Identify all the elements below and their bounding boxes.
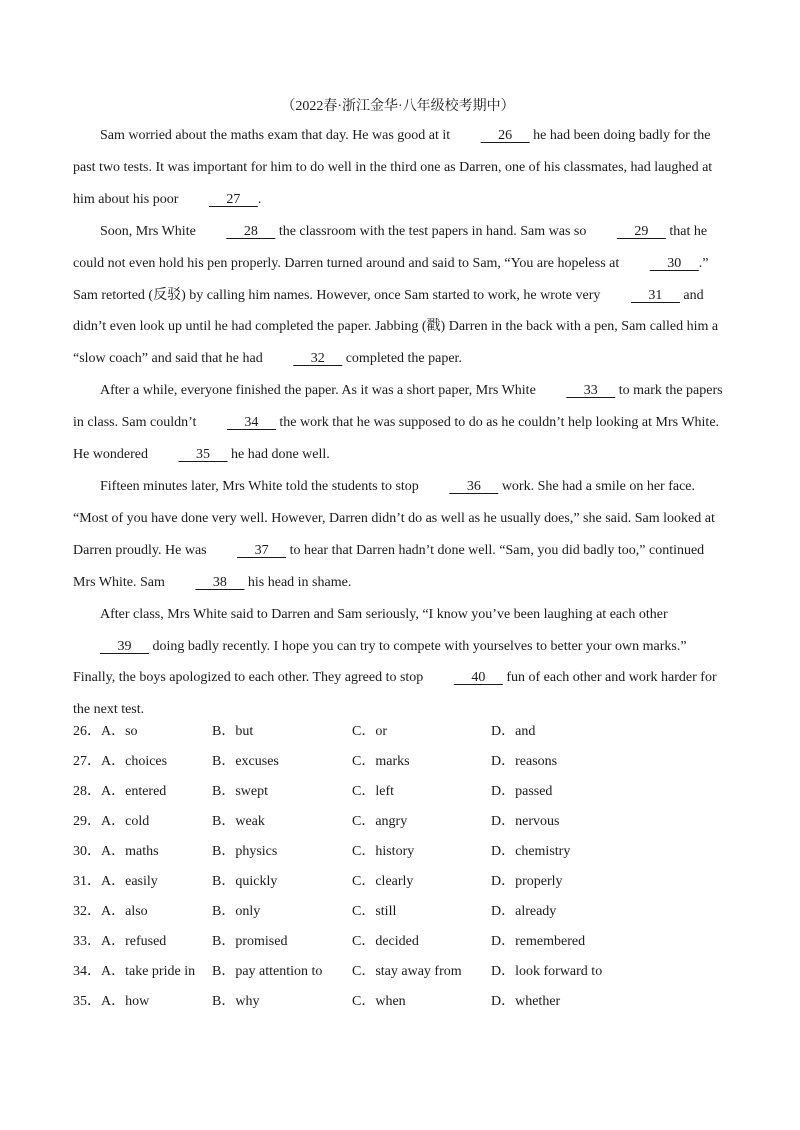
question-row — [73, 837, 723, 867]
option-a: 35．A．how — [73, 994, 150, 1009]
passage-text: . — [257, 191, 262, 207]
option-c: C．marks — [352, 754, 410, 769]
question-row — [73, 867, 723, 897]
option-d: D．reasons — [491, 754, 558, 769]
option-c: C．clearly — [352, 874, 414, 889]
option-d: D．chemistry — [491, 844, 571, 859]
blank-39: 39 — [100, 638, 149, 654]
passage-text: the classroom with the test papers in hand. Sam was so — [275, 223, 590, 239]
blank-36: 36 — [449, 478, 499, 494]
passage-paragraph — [73, 599, 723, 727]
option-a: 27．A．choices — [73, 754, 168, 769]
blank-31: 31 — [630, 287, 680, 303]
passage-text: After class, Mrs White said to Darren and Sam seriously, “I know you’ve been laughing at each other — [100, 606, 668, 622]
option-a: 28．A．entered — [73, 784, 167, 799]
option-a: 26．A．so — [73, 724, 138, 739]
blank-37: 37 — [237, 542, 287, 558]
option-a: 34．A．take pride in — [73, 964, 196, 979]
passage-text: to hear that Darren hadn’t done well. “Sam, you did badly too,” continued Mrs White. Sam — [73, 542, 705, 590]
question-row — [73, 747, 723, 777]
passage-text: that he could not even hold his pen properly. Darren turned around and said to Sam, “You are hopeless at — [73, 223, 708, 271]
blank-29: 29 — [616, 223, 666, 239]
question-row — [73, 957, 723, 987]
passage-text: to mark the papers in class. Sam couldn’t — [73, 383, 723, 431]
blank-26: 26 — [480, 128, 530, 143]
option-a: 30．A．maths — [73, 844, 159, 859]
option-b: B．swept — [212, 784, 268, 799]
passage-text: and didn’t even look up until he had completed the paper. Jabbing (戳) Darren in the back with a pen, Sam called him a “slow coach” and said that he had — [73, 287, 719, 367]
passage-text: he had done well. — [227, 447, 330, 463]
option-d: D．nervous — [491, 814, 560, 829]
option-c: C．still — [352, 904, 397, 919]
passage-text: .” Sam retorted (反驳) by calling him names. However, once Sam started to work, he wrote very — [73, 255, 709, 303]
option-d: D．whether — [491, 994, 561, 1009]
blank-33: 33 — [566, 383, 616, 399]
option-d: D．already — [491, 904, 557, 919]
option-b: B．why — [212, 994, 260, 1009]
option-b: B．but — [212, 724, 254, 739]
question-row — [73, 927, 723, 957]
passage-paragraph — [73, 375, 723, 471]
passage-text: Sam worried about the maths exam that day. He was good at it — [100, 128, 454, 143]
passage-text: Soon, Mrs White — [100, 223, 200, 239]
option-b: B．physics — [212, 844, 278, 859]
passage-text: doing badly recently. I hope you can try to compete with yourselves to better your own marks.” Finally, the boys apologized to each other. They agreed to stop — [73, 638, 687, 686]
question-row — [73, 807, 723, 837]
option-c: C．decided — [352, 934, 419, 949]
source-line: （2022春·浙江金华·八年级校考期中） — [281, 99, 515, 114]
options-list — [73, 717, 723, 1017]
blank-34: 34 — [226, 415, 276, 431]
blank-30: 30 — [649, 255, 699, 271]
passage-text: fun of each other and work harder for the next test. — [73, 670, 717, 718]
blank-27: 27 — [208, 191, 258, 207]
passage-text: After a while, everyone finished the paper. As it was a short paper, Mrs White — [100, 383, 540, 399]
option-d: D．look forward to — [491, 964, 603, 979]
option-c: C．when — [352, 994, 406, 1009]
question-row — [73, 897, 723, 927]
blank-32: 32 — [293, 351, 343, 367]
option-a: 32．A．also — [73, 904, 148, 919]
passage-text: work. She had a smile on her face. “Most of you have done very well. However, Darren didn’t do as well as he usually does,” she said. Sam looked at Darren proudly. He was — [73, 478, 715, 558]
option-d: D．passed — [491, 784, 553, 799]
passage-paragraph — [73, 471, 723, 599]
passage-text: the work that he was supposed to do as he couldn’t help looking at Mrs White. He wondered — [73, 415, 720, 463]
option-a: 29．A．cold — [73, 814, 150, 829]
option-a: 31．A．easily — [73, 874, 158, 889]
passage-paragraph — [73, 216, 723, 376]
cloze-passage — [73, 120, 723, 726]
blank-38: 38 — [195, 574, 245, 590]
question-row — [73, 777, 723, 807]
option-d: D．remembered — [491, 934, 586, 949]
blank-40: 40 — [453, 670, 503, 686]
option-b: B．quickly — [212, 874, 278, 889]
passage-paragraph — [73, 120, 723, 216]
option-b: B．excuses — [212, 754, 279, 769]
blank-35: 35 — [178, 447, 228, 463]
passage-text: Fifteen minutes later, Mrs White told the students to stop — [100, 478, 423, 494]
option-a: 33．A．refused — [73, 934, 167, 949]
question-row — [73, 717, 723, 747]
question-row — [73, 987, 723, 1017]
option-c: C．angry — [352, 814, 408, 829]
option-c: C．stay away from — [352, 964, 462, 979]
option-c: C．or — [352, 724, 387, 739]
blank-28: 28 — [226, 223, 276, 239]
option-d: D．properly — [491, 874, 563, 889]
option-b: B．pay attention to — [212, 964, 323, 979]
option-b: B．weak — [212, 814, 265, 829]
passage-text: he had been doing badly for the past two tests. It was important for him to do well in the third one as Darren, one of his classmates, had laughed at him about his poor — [73, 128, 713, 207]
passage-text: his head in shame. — [244, 574, 352, 590]
option-b: B．promised — [212, 934, 288, 949]
passage-text: completed the paper. — [342, 351, 462, 367]
option-d: D．and — [491, 724, 536, 739]
option-c: C．history — [352, 844, 415, 859]
option-b: B．only — [212, 904, 261, 919]
option-c: C．left — [352, 784, 394, 799]
